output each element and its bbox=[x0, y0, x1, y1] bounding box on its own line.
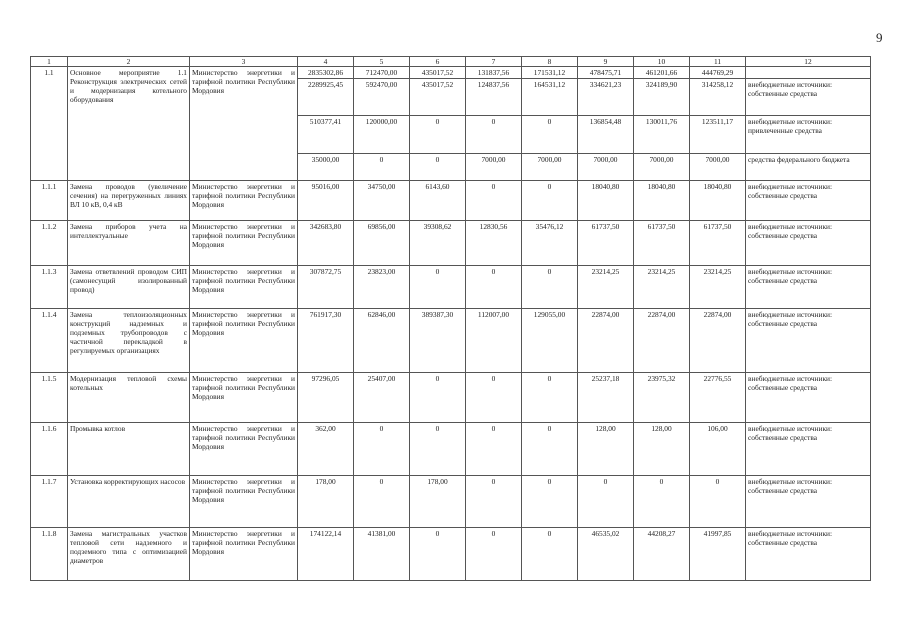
value-cell: 0 bbox=[466, 423, 522, 476]
value-cell: 0 bbox=[410, 266, 466, 309]
row-number: 1.1.2 bbox=[31, 221, 68, 266]
value-cell: 0 bbox=[410, 116, 466, 154]
value-cell: 22874,00 bbox=[634, 309, 690, 373]
value-cell: 389387,30 bbox=[410, 309, 466, 373]
value-cell: 171531,12 bbox=[522, 67, 578, 79]
value-cell: 164531,12 bbox=[522, 79, 578, 116]
funding-source: внебюджетные источники: собственные средства bbox=[746, 221, 871, 266]
value-cell: 307872,75 bbox=[298, 266, 354, 309]
header-cell: 2 bbox=[68, 57, 190, 67]
value-cell: 712470,00 bbox=[354, 67, 410, 79]
responsible-org: Министерство энергетики и тарифной политики Республики Мордовия bbox=[190, 476, 298, 528]
value-cell: 12830,56 bbox=[466, 221, 522, 266]
activity-name: Установка корректирующих насосов bbox=[68, 476, 190, 528]
activity-name: Замена теплоизоляционных конструкций надземных и подземных трубопроводов с частичной перекладкой в регулируемых организациях bbox=[68, 309, 190, 373]
value-cell: 136854,48 bbox=[578, 116, 634, 154]
value-cell: 39308,62 bbox=[410, 221, 466, 266]
value-cell: 435017,52 bbox=[410, 67, 466, 79]
value-cell: 0 bbox=[522, 528, 578, 581]
value-cell: 18040,80 bbox=[690, 181, 746, 221]
value-cell: 46535,02 bbox=[578, 528, 634, 581]
table-row bbox=[31, 476, 871, 528]
value-cell: 0 bbox=[466, 373, 522, 423]
responsible-org: Министерство энергетики и тарифной политики Республики Мордовия bbox=[190, 181, 298, 221]
value-cell: 6143,60 bbox=[410, 181, 466, 221]
value-cell: 178,00 bbox=[410, 476, 466, 528]
value-cell: 592470,00 bbox=[354, 79, 410, 116]
table-row bbox=[31, 181, 871, 221]
header-cell: 8 bbox=[522, 57, 578, 67]
value-cell: 34750,00 bbox=[354, 181, 410, 221]
value-cell: 0 bbox=[466, 266, 522, 309]
table-row bbox=[31, 528, 871, 581]
value-cell: 18040,80 bbox=[578, 181, 634, 221]
value-cell: 0 bbox=[466, 181, 522, 221]
value-cell: 61737,50 bbox=[578, 221, 634, 266]
responsible-org: Министерство энергетики и тарифной политики Республики Мордовия bbox=[190, 423, 298, 476]
table-row bbox=[31, 309, 871, 373]
header-cell: 7 bbox=[466, 57, 522, 67]
value-cell: 324189,90 bbox=[634, 79, 690, 116]
value-cell: 0 bbox=[522, 116, 578, 154]
value-cell: 130011,76 bbox=[634, 116, 690, 154]
funding-source: внебюджетные источники: привлеченные средства bbox=[746, 116, 871, 154]
funding-source: внебюджетные источники: собственные средства bbox=[746, 476, 871, 528]
value-cell: 0 bbox=[522, 476, 578, 528]
value-cell: 362,00 bbox=[298, 423, 354, 476]
value-cell: 0 bbox=[466, 476, 522, 528]
value-cell: 2289925,45 bbox=[298, 79, 354, 116]
value-cell: 444769,29 bbox=[690, 67, 746, 79]
responsible-org: Министерство энергетики и тарифной политики Республики Мордовия bbox=[190, 266, 298, 309]
value-cell: 461201,66 bbox=[634, 67, 690, 79]
value-cell: 131837,56 bbox=[466, 67, 522, 79]
value-cell: 22874,00 bbox=[690, 309, 746, 373]
value-cell: 23823,00 bbox=[354, 266, 410, 309]
value-cell: 0 bbox=[522, 373, 578, 423]
value-cell: 0 bbox=[354, 476, 410, 528]
responsible-org: Министерство энергетики и тарифной политики Республики Мордовия bbox=[190, 373, 298, 423]
value-cell: 0 bbox=[410, 423, 466, 476]
responsible-org: Министерство энергетики и тарифной политики Республики Мордовия bbox=[190, 528, 298, 581]
value-cell: 97296,05 bbox=[298, 373, 354, 423]
activity-name: Замена ответвлений проводом СИП (самонесущий изолированный провод) bbox=[68, 266, 190, 309]
row-number: 1.1.5 bbox=[31, 373, 68, 423]
value-cell: 2835302,86 bbox=[298, 67, 354, 79]
value-cell: 25407,00 bbox=[354, 373, 410, 423]
value-cell: 174122,14 bbox=[298, 528, 354, 581]
value-cell: 0 bbox=[522, 423, 578, 476]
value-cell: 128,00 bbox=[578, 423, 634, 476]
value-cell: 112007,00 bbox=[466, 309, 522, 373]
activity-name: Промывка котлов bbox=[68, 423, 190, 476]
value-cell: 7000,00 bbox=[466, 154, 522, 181]
header-cell: 4 bbox=[298, 57, 354, 67]
value-cell: 0 bbox=[354, 154, 410, 181]
value-cell: 435017,52 bbox=[410, 79, 466, 116]
funding-source: внебюджетные источники: собственные средства bbox=[746, 181, 871, 221]
value-cell: 41997,85 bbox=[690, 528, 746, 581]
header-cell: 10 bbox=[634, 57, 690, 67]
row-number: 1.1.6 bbox=[31, 423, 68, 476]
header-cell: 5 bbox=[354, 57, 410, 67]
value-cell: 0 bbox=[410, 373, 466, 423]
responsible-org: Министерство энергетики и тарифной политики Республики Мордовия bbox=[190, 309, 298, 373]
responsible-org: Министерство энергетики и тарифной политики Республики Мордовия bbox=[190, 221, 298, 266]
header-row bbox=[31, 57, 871, 67]
value-cell: 129055,00 bbox=[522, 309, 578, 373]
value-cell: 128,00 bbox=[634, 423, 690, 476]
funding-source: внебюджетные источники: собственные средства bbox=[746, 79, 871, 116]
value-cell: 478475,71 bbox=[578, 67, 634, 79]
value-cell: 61737,50 bbox=[690, 221, 746, 266]
value-cell: 0 bbox=[522, 266, 578, 309]
program-table bbox=[30, 56, 871, 581]
value-cell: 178,00 bbox=[298, 476, 354, 528]
value-cell: 761917,30 bbox=[298, 309, 354, 373]
activity-name: Основное мероприятие 1.1 Реконструкция электрических сетей и модернизация котельного оборудования bbox=[68, 67, 190, 181]
table-row bbox=[31, 67, 871, 79]
funding-source: внебюджетные источники: собственные средства bbox=[746, 309, 871, 373]
value-cell: 0 bbox=[522, 181, 578, 221]
value-cell: 0 bbox=[466, 116, 522, 154]
activity-name: Замена приборов учета на интеллектуальные bbox=[68, 221, 190, 266]
value-cell: 23975,32 bbox=[634, 373, 690, 423]
value-cell: 23214,25 bbox=[634, 266, 690, 309]
value-cell: 334621,23 bbox=[578, 79, 634, 116]
value-cell: 0 bbox=[354, 423, 410, 476]
value-cell: 124837,56 bbox=[466, 79, 522, 116]
activity-name: Замена проводов (увеличение сечения) на перегруженных линиях ВЛ 10 кВ, 0,4 кВ bbox=[68, 181, 190, 221]
table-row bbox=[31, 266, 871, 309]
table-row bbox=[31, 221, 871, 266]
value-cell: 0 bbox=[578, 476, 634, 528]
value-cell: 61737,50 bbox=[634, 221, 690, 266]
header-cell: 1 bbox=[31, 57, 68, 67]
value-cell: 69856,00 bbox=[354, 221, 410, 266]
value-cell: 41381,00 bbox=[354, 528, 410, 581]
header-cell: 11 bbox=[690, 57, 746, 67]
funding-source: внебюджетные источники: собственные средства bbox=[746, 266, 871, 309]
value-cell: 314258,12 bbox=[690, 79, 746, 116]
value-cell: 23214,25 bbox=[578, 266, 634, 309]
value-cell: 7000,00 bbox=[578, 154, 634, 181]
table-row bbox=[31, 423, 871, 476]
header-cell: 12 bbox=[746, 57, 871, 67]
row-number: 1.1.7 bbox=[31, 476, 68, 528]
value-cell: 25237,18 bbox=[578, 373, 634, 423]
header-cell: 6 bbox=[410, 57, 466, 67]
row-number: 1.1.8 bbox=[31, 528, 68, 581]
value-cell: 120000,00 bbox=[354, 116, 410, 154]
funding-source: внебюджетные источники: собственные средства bbox=[746, 373, 871, 423]
value-cell: 35476,12 bbox=[522, 221, 578, 266]
header-cell: 9 bbox=[578, 57, 634, 67]
row-number: 1.1.3 bbox=[31, 266, 68, 309]
value-cell: 22874,00 bbox=[578, 309, 634, 373]
value-cell: 22776,55 bbox=[690, 373, 746, 423]
value-cell: 35000,00 bbox=[298, 154, 354, 181]
value-cell: 342683,80 bbox=[298, 221, 354, 266]
value-cell: 106,00 bbox=[690, 423, 746, 476]
row-number: 1.1.1 bbox=[31, 181, 68, 221]
value-cell: 123511,17 bbox=[690, 116, 746, 154]
header-cell: 3 bbox=[190, 57, 298, 67]
value-cell: 44208,27 bbox=[634, 528, 690, 581]
funding-source: внебюджетные источники: собственные средства bbox=[746, 423, 871, 476]
funding-source: средства федерального бюджета bbox=[746, 154, 871, 181]
responsible-org: Министерство энергетики и тарифной политики Республики Мордовия bbox=[190, 67, 298, 181]
funding-source bbox=[746, 67, 871, 79]
value-cell: 0 bbox=[634, 476, 690, 528]
row-number: 1.1 bbox=[31, 67, 68, 181]
value-cell: 62846,00 bbox=[354, 309, 410, 373]
value-cell: 23214,25 bbox=[690, 266, 746, 309]
value-cell: 0 bbox=[690, 476, 746, 528]
value-cell: 95016,00 bbox=[298, 181, 354, 221]
row-number: 1.1.4 bbox=[31, 309, 68, 373]
funding-source: внебюджетные источники: собственные средства bbox=[746, 528, 871, 581]
value-cell: 0 bbox=[466, 528, 522, 581]
page-number: 9 bbox=[876, 30, 883, 45]
activity-name: Модернизация тепловой схемы котельных bbox=[68, 373, 190, 423]
value-cell: 18040,80 bbox=[634, 181, 690, 221]
activity-name: Замена магистральных участков тепловой сети надземного и подземного типа с оптимизацией диаметров bbox=[68, 528, 190, 581]
value-cell: 7000,00 bbox=[690, 154, 746, 181]
value-cell: 0 bbox=[410, 154, 466, 181]
value-cell: 7000,00 bbox=[522, 154, 578, 181]
value-cell: 7000,00 bbox=[634, 154, 690, 181]
table-row bbox=[31, 373, 871, 423]
value-cell: 510377,41 bbox=[298, 116, 354, 154]
value-cell: 0 bbox=[410, 528, 466, 581]
